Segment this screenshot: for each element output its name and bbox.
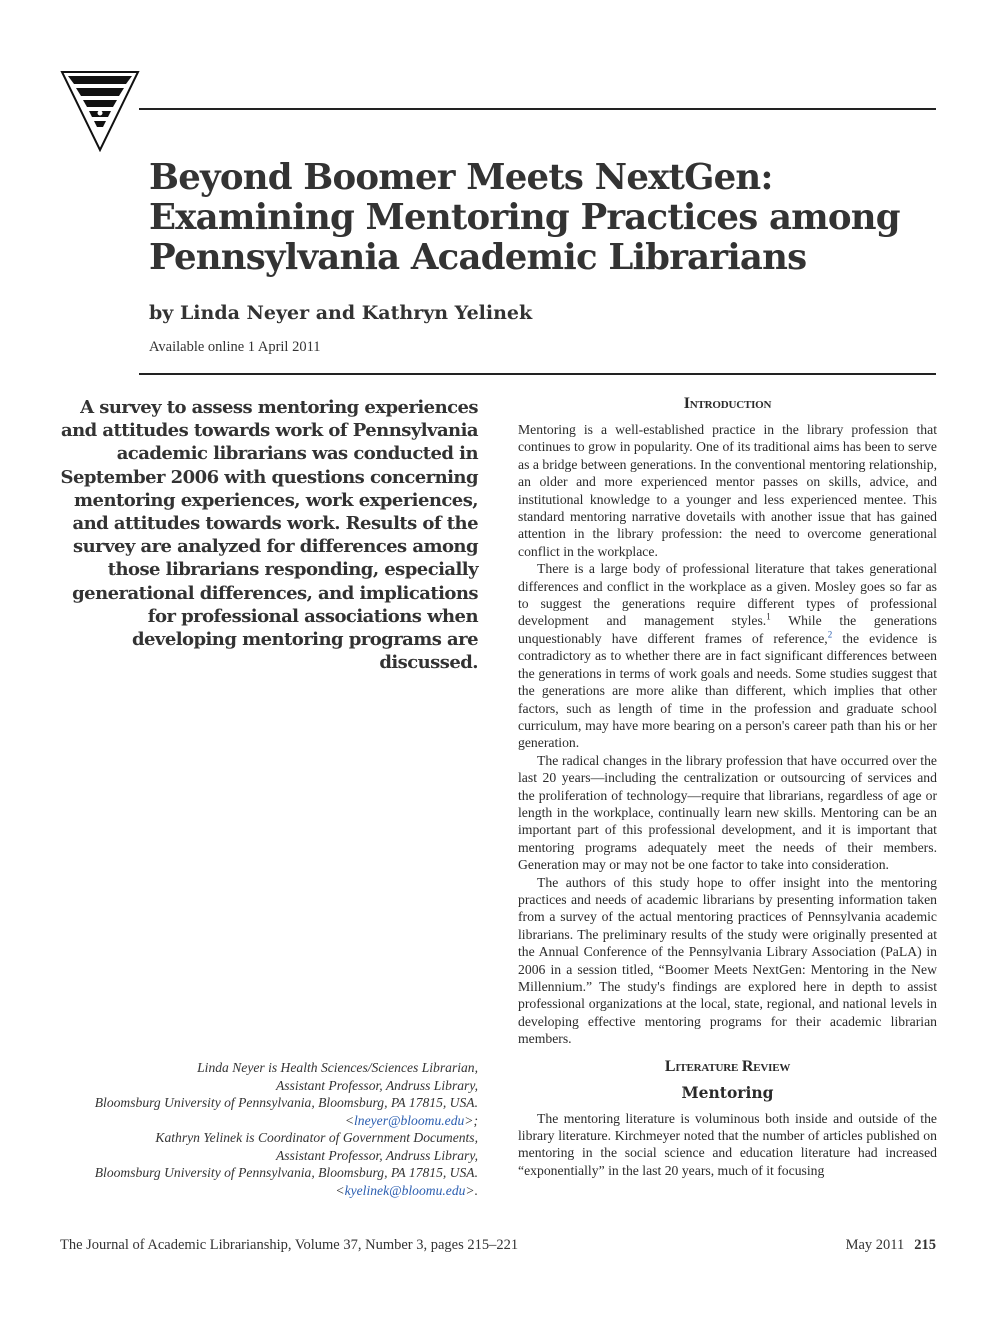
paragraph-2-part-c: the evidence is contradictory as to whether there are in fact significant differences between the generations in terms of work goals and needs. Some studies suggest that the generations are more alike than different, which implies that other factors, such as length of time in the profession and graduate school curriculum, may have more bearing on a person's career path than his or her generation. [518, 630, 937, 751]
affil-neyer-role-1: Linda Neyer is Health Sciences/Sciences Librarian, [197, 1060, 478, 1075]
paragraph-2-part-b: While the generations unquestionably have different frames of reference, [518, 613, 937, 646]
footnote-ref-1[interactable]: 1 [766, 611, 771, 622]
paragraph-2 [518, 560, 937, 751]
affil-neyer-role-2: Assistant Professor, Andruss Library, [275, 1077, 478, 1093]
body-column [518, 393, 937, 1179]
article-title: Beyond Boomer Meets NextGen: Examining Mentoring Practices among Pennsylvania Academic Librarians [149, 157, 900, 278]
affil-yelinek-address: Bloomsburg University of Pennsylvania, Bloomsburg, PA 17815, USA. [94, 1165, 478, 1180]
abstract-text: A survey to assess mentoring experiences and attitudes towards work of Pennsylvania academic librarians was conducted in September 2006 with questions concerning mentoring experiences, work experiences, and attitudes towards work. Results of the survey are analyzed for differences among those librarians responding, especially generational differences, and implications for professional associations when developing mentoring programs are discussed. [60, 397, 478, 674]
article-authors: by Linda Neyer and Kathryn Yelinek [149, 302, 533, 324]
top-rule [139, 108, 936, 110]
literature-review-heading: Literature Review [664, 1057, 791, 1075]
section-rule [139, 373, 936, 375]
affil-yelinek-email-line: <kyelinek@bloomu.edu>. [335, 1182, 478, 1198]
footer-page-number: 215 [914, 1237, 936, 1253]
affil-yelinek-role-1: Kathryn Yelinek is Coordinator of Government Documents, [155, 1130, 478, 1145]
introduction-heading: Introduction [683, 395, 772, 412]
available-online-date: Available online 1 April 2011 [149, 339, 321, 355]
neyer-email-link[interactable]: lneyer@bloomu.edu [354, 1112, 465, 1128]
footer-citation: The Journal of Academic Librarianship, Volume 37, Number 3, pages 215–221 [60, 1237, 519, 1253]
affil-neyer-email-line: <lneyer@bloomu.edu>; [344, 1112, 478, 1128]
paragraph-1: Mentoring is a well-established practice in the library profession that continues to grow in popularity. One of its traditional aims has been to serve as a bridge between generations. In the conventional mentoring relationship, an older and more experienced mentor passes on skills, advice, and institutional knowledge to a younger and less experienced mentee. This standard mentoring narrative dovetails with another issue that has gained attention in the library profession: the need to overcome generational conflict in the workplace. [518, 422, 937, 559]
affil-neyer-address: Bloomsburg University of Pennsylvania, Bloomsburg, PA 17815, USA. [94, 1095, 478, 1110]
paragraph-3: The radical changes in the library profession that have occurred over the last 20 years—including the centralization or outsourcing of services and the proliferation of technology—require that librarians, regardless of age or length in the workplace, continually learn new skills. Mentoring can be an important part of this professional development, and it is important that mentoring programs adequately meet the needs of their members. Generation may or may not be one factor to take into consideration. [518, 752, 937, 873]
paragraph-4: The authors of this study hope to offer insight into the mentoring practices and needs of academic librarians by presenting information taken from a survey of the actual mentoring practices of Pennsylvania academic librarians. The preliminary results of the study were originally presented at the Annual Conference of the Pennsylvania Library Association (PaLA) in 2006 in a session titled, “Boomer Meets NextGen: Mentoring in the New Millennium.” The study's findings are explored here in depth to assist professional organizations at the local, state, regional, and national levels in developing effective mentoring programs for their academic librarian members. [518, 874, 937, 1047]
journal-triangle-logo-icon [60, 70, 140, 152]
footer-right [846, 1237, 936, 1254]
mentoring-subheading: Mentoring [681, 1082, 774, 1102]
yelinek-email-link[interactable]: kyelinek@bloomu.edu [344, 1182, 466, 1198]
paragraph-2-part-a: There is a large body of professional literature that takes generational differences and conflict in the workplace as a given. Mosley goes so far as to suggest the generations require different types of professional development and management styles. [518, 561, 937, 629]
footnote-ref-2[interactable]: 2 [827, 629, 833, 640]
footer-date: May 2011 [845, 1237, 905, 1253]
paragraph-5: The mentoring literature is voluminous both inside and outside of the library literature. Kirchmeyer noted that the number of articles published on mentoring in the social science and education literature had increased “exponentially” in the last 20 years, much of it focusing [518, 1110, 937, 1178]
affil-yelinek-role-2: Assistant Professor, Andruss Library, [275, 1147, 478, 1163]
author-affiliations [55, 1059, 478, 1199]
abstract [55, 396, 478, 674]
